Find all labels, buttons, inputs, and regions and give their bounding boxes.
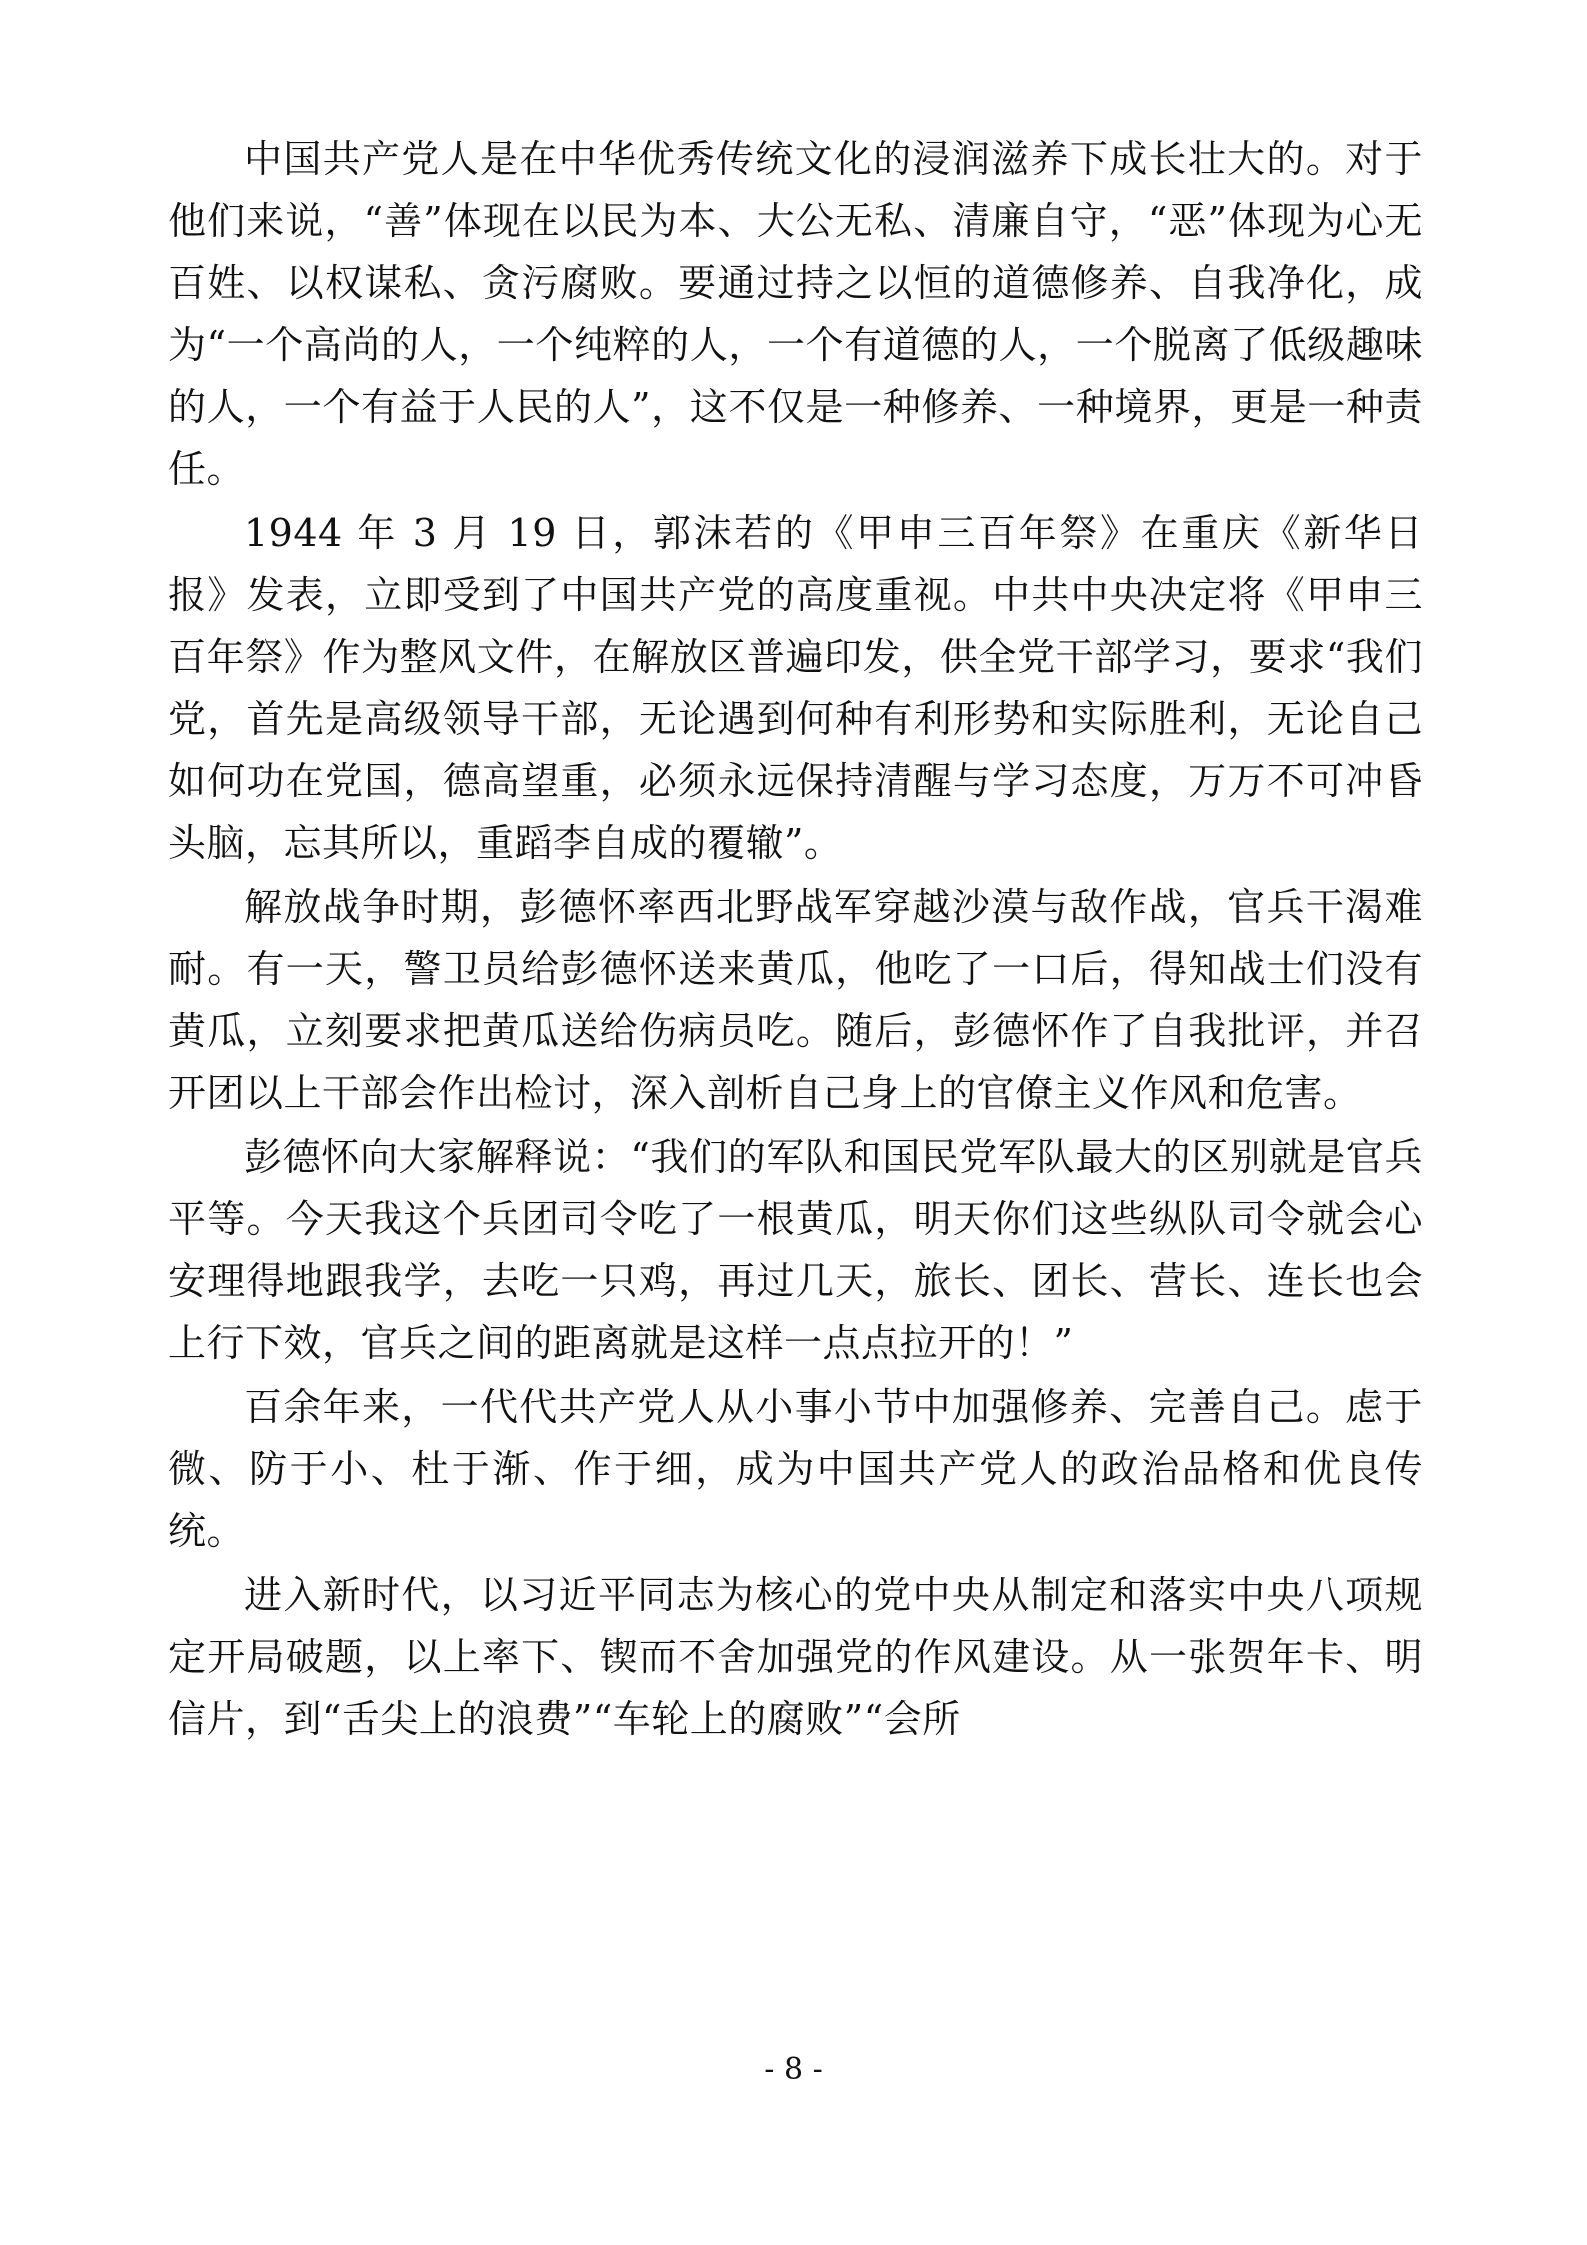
- paragraph: 百余年来，一代代共产党人从小事小节中加强修养、完善自己。虑于微、防于小、杜于渐、作于细，成为中国共产党人的政治品格和优良传统。: [168, 1385, 1423, 1553]
- page-number: - 8 -: [764, 2052, 823, 2087]
- paragraph: 进入新时代，以习近平同志为核心的党中央从制定和落实中央八项规定开局破题，以上率下、锲而不舍加强党的作风建设。从一张贺年卡、明信片，到“舌尖上的浪费”“车轮上的腐败”“会所: [168, 1573, 1423, 1741]
- paragraph: 中国共产党人是在中华优秀传统文化的浸润滋养下成长壮大的。对于他们来说，“善”体现在以民为本、大公无私、清廉自守，“恶”体现为心无百姓、以权谋私、贪污腐败。要通过持之以恒的道德修养、自我净化，成为“一个高尚的人，一个纯粹的人，一个有道德的人，一个脱离了低级趣味的人，一个有益于人民的人”，这不仅是一种修养、一种境界，更是一种责任。: [168, 137, 1423, 491]
- paragraph: 解放战争时期，彭德怀率西北野战军穿越沙漠与敌作战，官兵干渴难耐。有一天，警卫员给彭德怀送来黄瓜，他吃了一口后，得知战士们没有黄瓜，立刻要求把黄瓜送给伤病员吃。随后，彭德怀作了自我批评，并召开团以上干部会作出检讨，深入剖析自己身上的官僚主义作风和危害。: [168, 885, 1423, 1115]
- paragraph: 彭德怀向大家解释说：“我们的军队和国民党军队最大的区别就是官兵平等。今天我这个兵团司令吃了一根黄瓜，明天你们这些纵队司令就会心安理得地跟我学，去吃一只鸡，再过几天，旅长、团长、营长、连长也会上行下效，官兵之间的距离就是这样一点点拉开的！”: [168, 1135, 1423, 1365]
- paragraph: 1944 年 3 月 19 日，郭沫若的《甲申三百年祭》在重庆《新华日报》发表，立即受到了中国共产党的高度重视。中共中央决定将《甲申三百年祭》作为整风文件，在解放区普遍印发，供全党干部学习，要求“我们党，首先是高级领导干部，无论遇到何种有利形势和实际胜利，无论自己如何功在党国，德高望重，必须永远保持清醒与学习态度，万万不可冲昏头脑，忘其所以，重蹈李自成的覆辙”。: [168, 511, 1423, 865]
- page-body: [168, 128, 1423, 1752]
